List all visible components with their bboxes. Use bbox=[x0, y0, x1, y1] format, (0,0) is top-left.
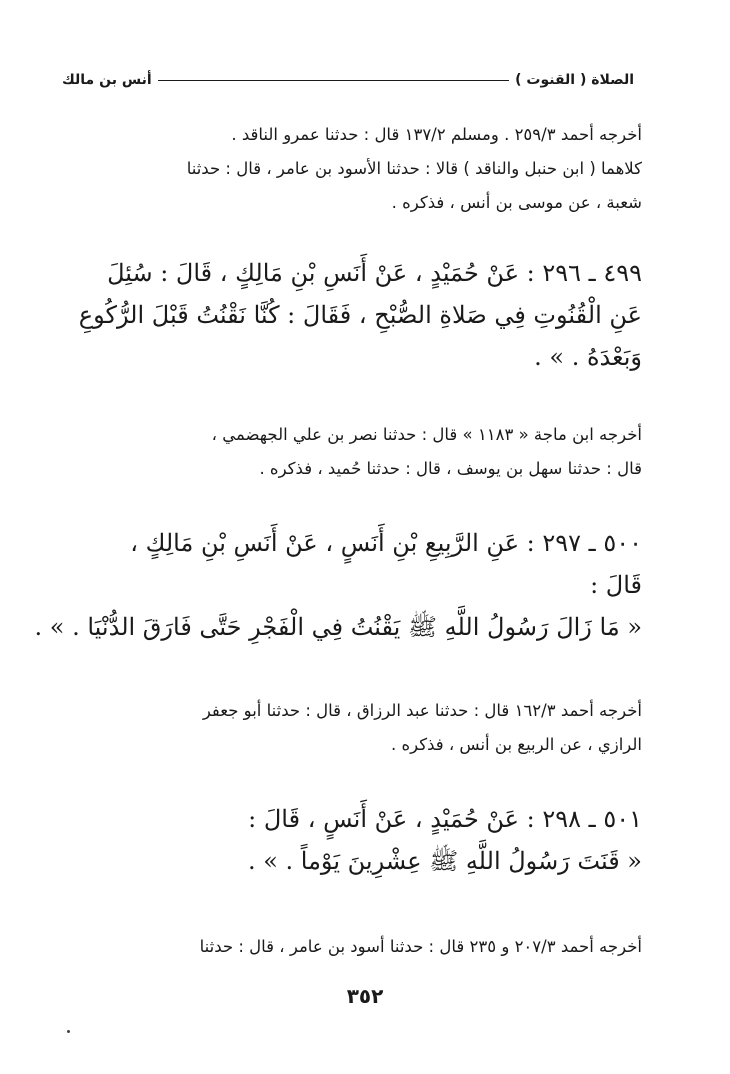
hadith-line: ٥٠١ ـ ٢٩٨ : عَنْ حُمَيْدٍ ، عَنْ أَنَسٍ ، قَالَ : bbox=[248, 805, 642, 833]
note-line: أخرجه أحمد ٢٠٧/٣ و ٢٣٥ قال : حدثنا أسود بن عامر ، قال : حدثنا bbox=[199, 937, 642, 956]
note-line: قال : حدثنا سهل بن يوسف ، قال : حدثنا حُميد ، فذكره . bbox=[259, 459, 642, 478]
header-section-title: أنس بن مالك bbox=[62, 72, 152, 88]
note-line: كلاهما ( ابن حنبل والناقد ) قالا : حدثنا الأسود بن عامر ، قال : حدثنا bbox=[186, 159, 642, 178]
page-number: ٣٥٢ bbox=[346, 984, 384, 1008]
hadith-line: « مَا زَالَ رَسُولُ اللَّهِ ﷺ يَقْنُتُ فِي الْفَجْرِ حَتَّى فَارَقَ الدُّنْيَا . » . bbox=[34, 613, 642, 641]
header-chapter-title: الصلاة ( القنوت ) bbox=[515, 72, 634, 88]
note-line: الرازي ، عن الربيع بن أنس ، فذكره . bbox=[390, 735, 642, 754]
takhrij-note-2 bbox=[82, 418, 642, 486]
hadith-line: وَبَعْدَهُ . » . bbox=[534, 343, 642, 371]
hadith-499 bbox=[80, 252, 642, 378]
hadith-501 bbox=[80, 798, 642, 882]
takhrij-note-1 bbox=[82, 118, 642, 220]
header-rule bbox=[158, 80, 509, 81]
takhrij-note-4 bbox=[82, 930, 642, 964]
scan-speck bbox=[67, 1030, 70, 1033]
note-line: أخرجه ابن ماجة « ١١٨٣ » قال : حدثنا نصر بن علي الجهضمي ، bbox=[211, 425, 642, 444]
hadith-line: ٥٠٠ ـ ٢٩٧ : عَنِ الرَّبِيعِ بْنِ أَنَسٍ ، عَنْ أَنَسِ بْنِ مَالِكٍ ، bbox=[130, 529, 642, 557]
note-line: أخرجه أحمد ١٦٢/٣ قال : حدثنا عبد الرزاق ، قال : حدثنا أبو جعفر bbox=[202, 701, 642, 720]
note-line: شعبة ، عن موسى بن أنس ، فذكره . bbox=[391, 193, 642, 212]
hadith-line: « قَنَتَ رَسُولُ اللَّهِ ﷺ عِشْرِينَ يَوْماً . » . bbox=[247, 847, 642, 875]
takhrij-note-3 bbox=[82, 694, 642, 762]
hadith-line: قَالَ : bbox=[590, 571, 642, 599]
hadith-500 bbox=[34, 522, 642, 648]
hadith-line: ٤٩٩ ـ ٢٩٦ : عَنْ حُمَيْدٍ ، عَنْ أَنَسِ بْنِ مَالِكٍ ، قَالَ : سُئِلَ bbox=[107, 259, 642, 287]
note-line: أخرجه أحمد ٢٥٩/٣ . ومسلم ١٣٧/٢ قال : حدثنا عمرو الناقد . bbox=[231, 125, 642, 144]
hadith-line: عَنِ الْقُنُوتِ فِي صَلاةِ الصُّبْحِ ، فَقَالَ : كُنَّا نَقْنُتُ قَبْلَ الرُّكُوعِ bbox=[78, 301, 642, 329]
running-header bbox=[62, 72, 634, 88]
